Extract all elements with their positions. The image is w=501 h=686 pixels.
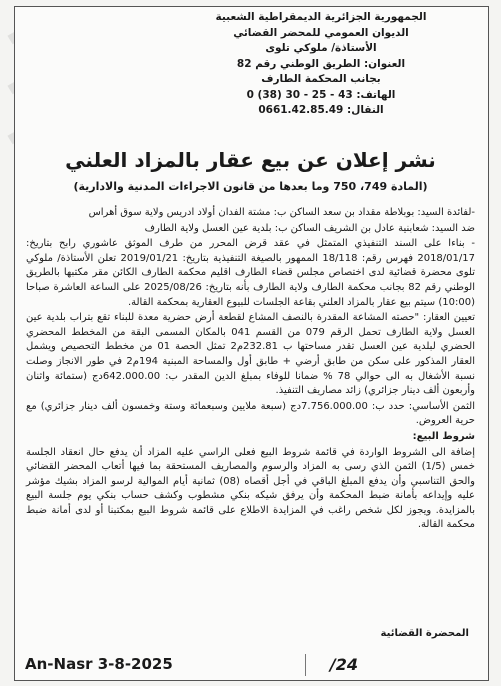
publication-date: An-Nasr 3-8-2025 xyxy=(25,655,173,673)
page-footer xyxy=(14,650,489,681)
base-price-paragraph: الثمن الأساسي: حدد ب: 7.756.000.00دج (سبعة ملايين وسبعمائة وستة وخمسون ألف دينار جزائري) مع حرية العروض. xyxy=(26,400,476,427)
creditor-paragraph: -لفائدة السيد: بوبلاطة مقداد بن سعد الساكن ب: مشتة الفدان أولاد ادريس ولاية سوق أهراس xyxy=(88,207,475,218)
republic-line: الجمهورية الجزائرية الديمقراطية الشعبية xyxy=(215,11,427,23)
bailiff-name: الأستاذة/ ملوكي تلوى xyxy=(265,42,377,54)
legal-reference: (المادة 749، 750 وما بعدها من قانون الاجراءات المدنية والادارية) xyxy=(73,180,428,193)
announcement-body xyxy=(26,206,475,534)
signature-label: المحضرة القضائية xyxy=(380,628,469,639)
office-line: الديوان العمومي للمحضر القضائي xyxy=(233,26,409,39)
sale-conditions-paragraph: إضافة الى الشروط الواردة في قائمة شروط البيع فعلى الراسي عليه المزاد أن يدفع حال انعقاد الجلسة خمس (1/5) الثمن الذي رسى به المزاد والرسوم والمصاريف المستحقة بما فيها أتعاب المحضر القضائي والحق التناسبي وأن يدفع المبلغ الباقي في أجل أقصاه (08) ثمانية أيام الموالية لرسو المزاد بشيك مؤشر عليه وإيداعه بأمانة ضبط المحكمة وأن يرفق شيكه بنكي مشطوب وكشف حساب بنكي يوم جلسة البيع بالمزايدة. ويجوز لكل شخص راغب في المزايدة الاطلاع على قائمة شروط البيع بمكتبنا أو لدى أمانة ضبط محكمة القالة. xyxy=(26,446,475,531)
debtor-paragraph: ضد السيد: شعابنية عادل بن الشريف الساكن ب: بلدية عين العسل ولاية الطارف xyxy=(144,222,475,234)
page-number: /24 xyxy=(329,655,358,674)
address-detail: بجانب المحكمة الطارف xyxy=(261,73,381,85)
bailiff-header xyxy=(171,10,471,119)
announcement-title: نشر إعلان عن بيع عقار بالمزاد العلني xyxy=(65,148,436,172)
sale-conditions-heading: شروط البيع: xyxy=(412,430,475,442)
footer-divider xyxy=(305,654,306,676)
phone-line: الهاتف: 43 - 25 - 30 (38) 0 xyxy=(246,88,396,101)
mobile-line: النقال: 0661.42.85.49 xyxy=(258,104,384,116)
address-line: العنوان: الطريق الوطني رقم 82 xyxy=(236,57,406,70)
auction-notice-paragraph: - بناءا على السند التنفيذي المتمثل في عقد قرض المحرر من طرف الموثق عاشوري رابح بتاريخ: 2018/01/17 فهرس رقم: 18/118 الممهور بالصيغة التنفيذية بتاريخ: 2019/01/21 تعلن الأستاذة/ ملوكي تلوى محضرة قضائية لدى اختصاص مجلس قضاء الطارف اقليم محكمة الطارف الكائن مقر مكتبها بالطريق الوطني رقم 82 بجانب محكمة الطارف ولاية الطارف بأنه بتاريخ: 2025/08/26 على الساعة العاشرة صباحا (10:00) سيتم بيع عقار بالمزاد العلني بقاعة الجلسات للبيوع العقارية بمحكمة القالة. xyxy=(26,238,475,308)
property-description-paragraph: تعيين العقار: "حصته المشاعة المقدرة بالنصف المشاع لقطعة أرض حضرية معدة للبناء تقع بتراب بلدية عين العسل ولاية الطارف تحمل الرقم 079 من القسم 041 بالمكان المسمى البقة من المخطط المحضري الحضري لبلدية عين العسل تقدر مساحتها ب 232.81م2 تمثل الحصة 01 من مخطط التحصيص ويشمل العقار المذكور على سكن من طابق أرضي + طابق أول والمساحة المبنية 194م2 في طور الانجاز وصلت نسبة الأشغال به الى حوالي 78 % ضمانا للوفاء بمبلغ الدين المقدر ب: 642.000.00دج (ستمائة واثنان وأربعون ألف دينار جزائري) زائد مصاريف التنفيذ. xyxy=(26,312,475,397)
